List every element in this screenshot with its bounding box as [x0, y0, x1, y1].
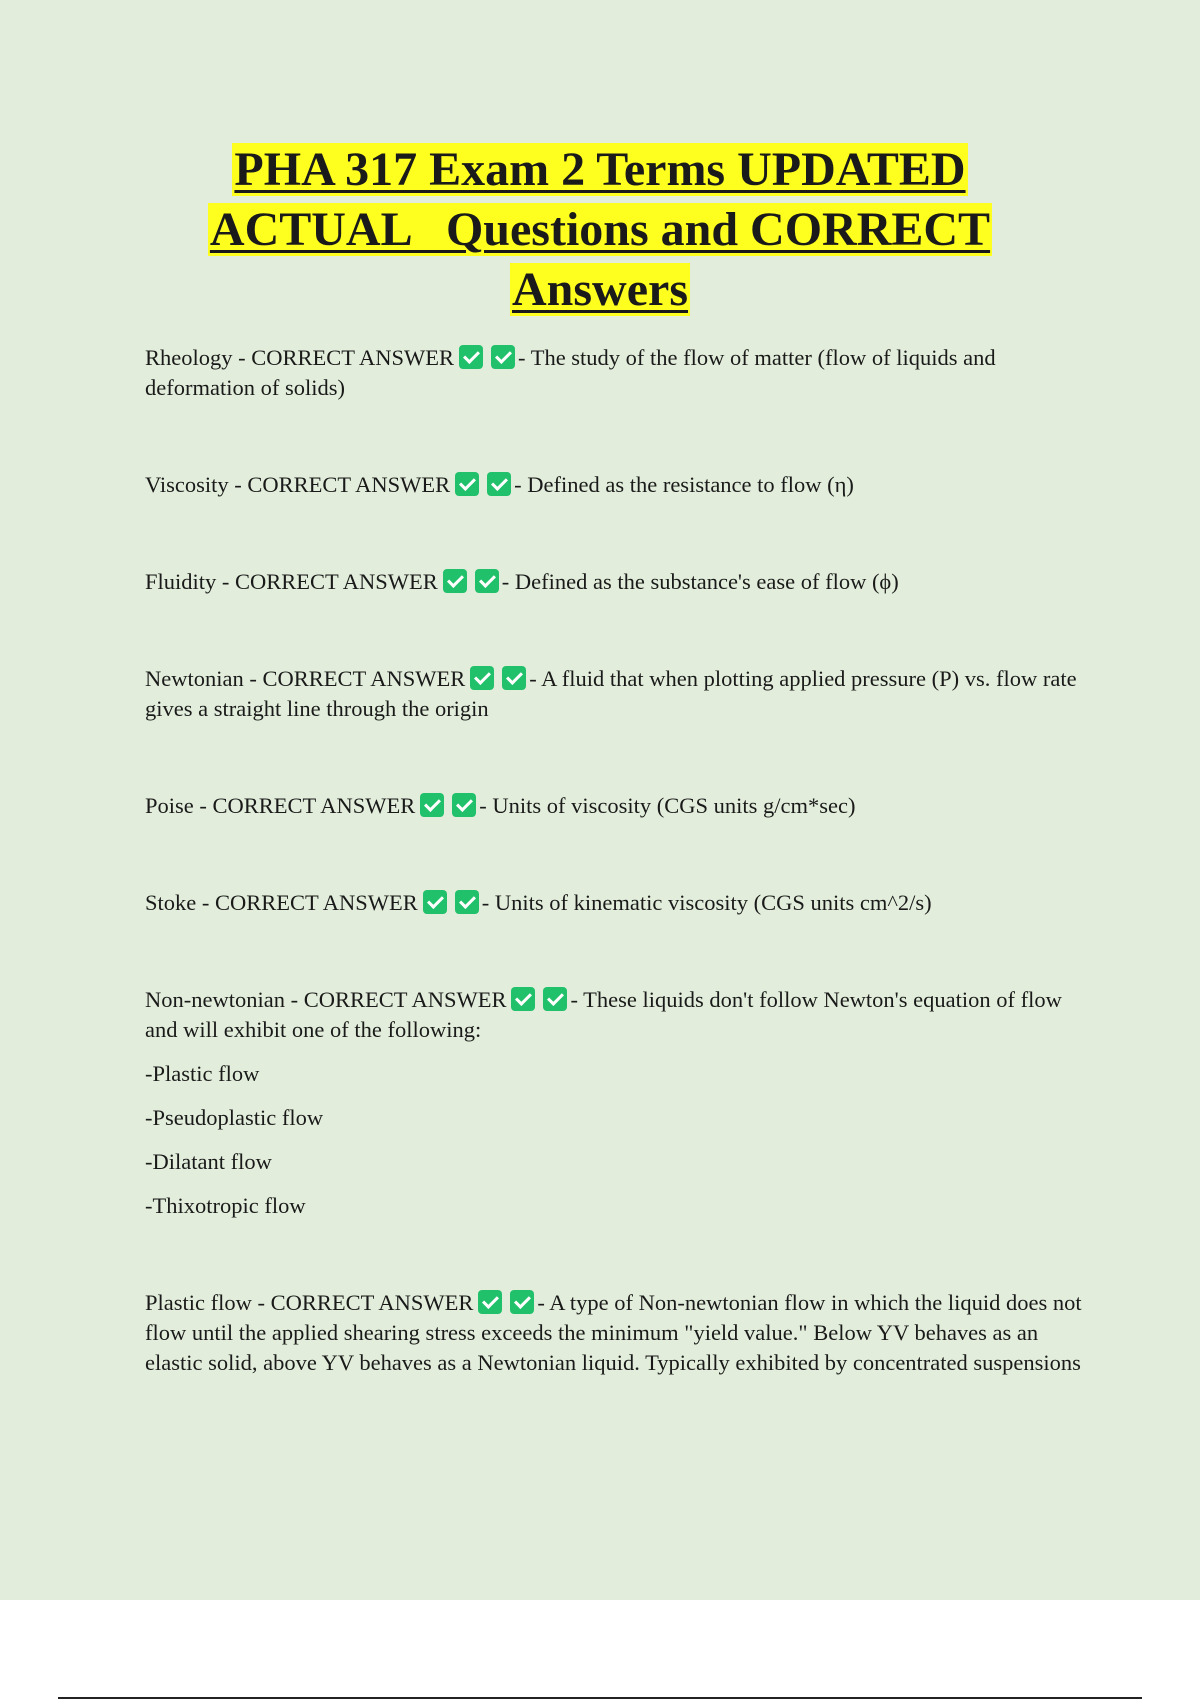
check-box-icon	[502, 666, 526, 690]
entry-stoke	[145, 888, 1090, 918]
check-box-icon	[420, 793, 444, 817]
check-box-icon	[443, 569, 467, 593]
title-line-2: ACTUAL Questions and CORRECT	[209, 203, 991, 256]
entry-rheology	[145, 343, 1090, 403]
entry-definition: - Defined as the resistance to flow (η)	[514, 472, 854, 497]
entry-term: Plastic flow - CORRECT ANSWER	[145, 1290, 474, 1315]
check-box-icon	[470, 666, 494, 690]
check-box-icon	[543, 987, 567, 1011]
entry-poise	[145, 791, 1090, 821]
check-box-icon	[455, 472, 479, 496]
entry-definition: - Defined as the substance's ease of flow (ϕ)	[501, 569, 899, 594]
list-item: -Dilatant flow	[145, 1149, 272, 1174]
entry-term: Poise - CORRECT ANSWER	[145, 793, 416, 818]
entry-definition: - These liquids don't follow Newton's equation of flow and will exhibit one of the following:	[145, 987, 1062, 1042]
entry-term: Rheology - CORRECT ANSWER	[145, 345, 454, 370]
entry-term: Non-newtonian - CORRECT ANSWER	[145, 987, 507, 1012]
entry-viscosity	[145, 470, 1090, 500]
entry-definition: - A type of Non-newtonian flow in which the liquid does not flow until the applied shearing stress exceeds the minimum "yield value." Below YV behaves as an elastic solid, above YV behaves as a Newtonian liquid. Typically exhibited by concentrated suspensions	[145, 1290, 1082, 1375]
entry-definition: - Units of kinematic viscosity (CGS units cm^2/s)	[481, 890, 932, 915]
entry-term: Fluidity - CORRECT ANSWER	[145, 569, 438, 594]
check-box-icon	[455, 890, 479, 914]
entry-term: Newtonian - CORRECT ANSWER	[145, 666, 466, 691]
title-line-1: PHA 317 Exam 2 Terms UPDATED	[234, 143, 966, 196]
page-divider	[58, 1697, 1142, 1699]
entry-fluidity	[145, 567, 1090, 597]
list-item: -Pseudoplastic flow	[145, 1105, 324, 1130]
check-box-icon	[423, 890, 447, 914]
entry-term: Viscosity - CORRECT ANSWER	[145, 472, 451, 497]
check-box-icon	[475, 569, 499, 593]
check-box-icon	[459, 345, 483, 369]
entry-definition: - The study of the flow of matter (flow of liquids and deformation of solids)	[145, 345, 996, 400]
check-box-icon	[491, 345, 515, 369]
term-list	[145, 343, 1090, 1378]
check-box-icon	[452, 793, 476, 817]
check-box-icon	[487, 472, 511, 496]
entry-term: Stoke - CORRECT ANSWER	[145, 890, 418, 915]
check-box-icon	[478, 1290, 502, 1314]
entry-newtonian	[145, 664, 1090, 724]
list-item: -Plastic flow	[145, 1061, 260, 1086]
title-line-3: Answers	[512, 263, 688, 316]
list-item: -Thixotropic flow	[145, 1193, 306, 1218]
check-box-icon	[511, 987, 535, 1011]
entry-definition: - A fluid that when plotting applied pressure (P) vs. flow rate gives a straight line through the origin	[145, 666, 1077, 721]
check-box-icon	[510, 1290, 534, 1314]
document-title	[0, 140, 1200, 320]
entry-plastic-flow	[145, 1288, 1090, 1378]
entry-non-newtonian	[145, 985, 1090, 1045]
entry-definition: - Units of viscosity (CGS units g/cm*sec)	[479, 793, 856, 818]
